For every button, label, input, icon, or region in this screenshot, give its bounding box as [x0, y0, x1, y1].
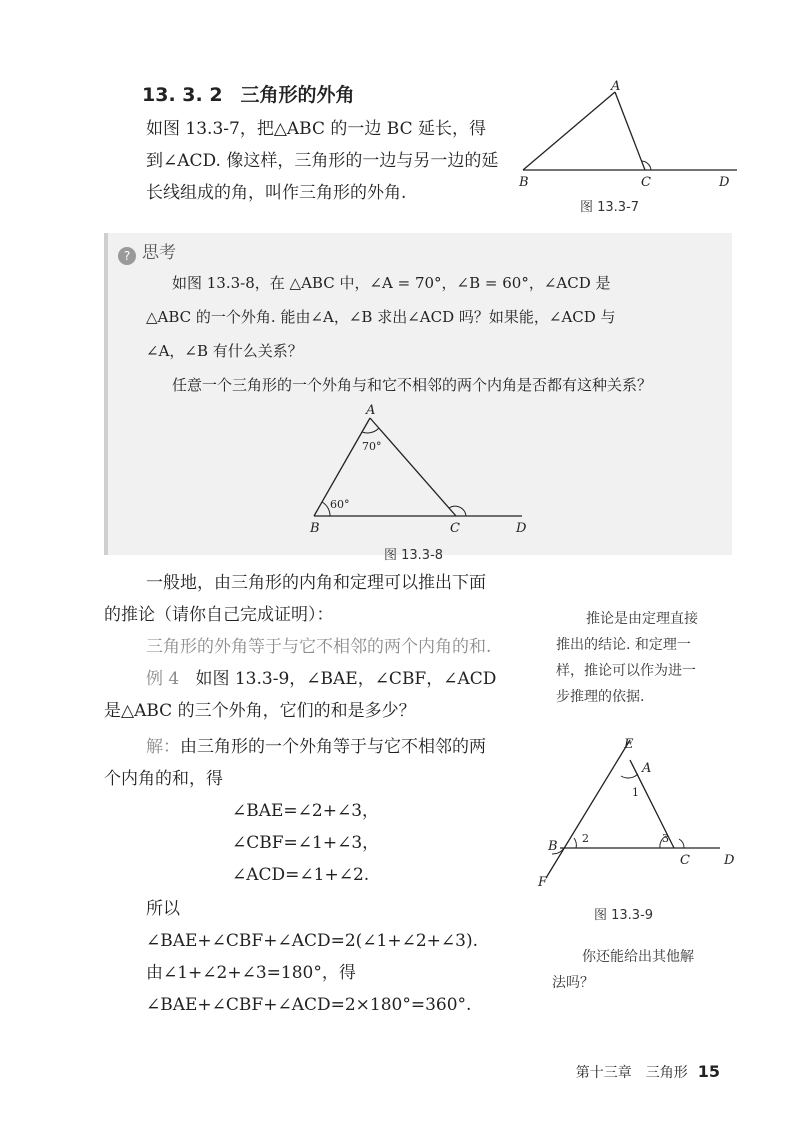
lightbulb-icon: ?: [118, 247, 136, 265]
fig3-label-b: B: [548, 839, 558, 854]
equation-3: ∠ACD=∠1+∠2.: [232, 865, 370, 885]
side-note-1-line-3: 样，推论可以作为进一: [556, 663, 696, 679]
fig1-side-ac: [615, 92, 645, 170]
fig2-label-c: C: [450, 521, 460, 536]
fig3-label-a: A: [642, 761, 652, 776]
side-note-1-line-4: 步推理的依据.: [556, 689, 645, 705]
fig3-angle-1-arc: [621, 774, 638, 778]
example-line-1: [146, 668, 496, 690]
figure-13-3-7: [515, 80, 745, 190]
fig2-label-d: D: [516, 521, 527, 536]
fig3-label-e: E: [624, 737, 634, 752]
corollary-line-2: 的推论（请你自己完成证明）：: [104, 605, 334, 625]
fig2-angle-a-value: 70°: [362, 440, 382, 453]
figure-13-3-9: [530, 730, 750, 890]
solution-line-1: [146, 736, 486, 758]
side-note-2: [552, 944, 732, 996]
fig1-caption: 图 13.3-7: [580, 200, 640, 215]
think-line-2: △ABC 的一个外角. 能由∠A，∠B 求出∠ACD 吗？如果能，∠ACD 与: [146, 308, 616, 326]
fig3-label-1: 1: [632, 786, 639, 799]
side-note-2-line-2: 法吗？: [552, 975, 594, 991]
solution-so: 所以: [146, 899, 180, 919]
page-number: 15: [697, 1062, 720, 1081]
fig1-side-ab: [523, 92, 615, 170]
fig1-label-d: D: [719, 175, 730, 190]
think-heading: [118, 238, 176, 265]
fig2-side-ac: [370, 418, 456, 516]
fig2-label-a: A: [366, 403, 376, 418]
section-title: 三角形的外角: [240, 84, 355, 106]
solution-given: 由∠1+∠2+∠3=180°，得: [146, 963, 356, 983]
footer-chapter: 第十三章 三角形: [575, 1065, 688, 1081]
example-label: 例 4: [146, 669, 180, 689]
think-heading-text: 思考: [142, 243, 176, 263]
side-note-1: [556, 606, 726, 710]
solution-label: 解：: [146, 737, 180, 757]
side-note-1-line-2: 推出的结论. 和定理一: [556, 637, 691, 653]
equation-1: ∠BAE=∠2+∠3，: [232, 801, 380, 821]
fig1-label-a: A: [611, 80, 621, 94]
equation-2: ∠CBF=∠1+∠3，: [232, 833, 380, 853]
fig2-label-b: B: [310, 521, 320, 536]
fig3-label-d: D: [724, 853, 735, 868]
section-heading: [142, 80, 355, 107]
solution-text-1: 由三角形的一个外角等于与它不相邻的两: [180, 737, 486, 757]
example-text-1: 如图 13.3-9，∠BAE，∠CBF，∠ACD: [195, 669, 497, 689]
fig1-label-b: B: [519, 175, 529, 190]
section-number: 13. 3. 2: [142, 84, 223, 106]
fig2-caption: 图 13.3-8: [384, 548, 444, 563]
fig3-label-c: C: [680, 853, 690, 868]
solution-sum-2: ∠BAE+∠CBF+∠ACD=2×180°=360°.: [146, 995, 472, 1015]
fig3-label-2: 2: [582, 832, 589, 845]
fig1-label-c: C: [641, 175, 651, 190]
think-line-1: 如图 13.3-8，在 △ABC 中，∠A = 70°，∠B = 60°，∠ACD 是: [172, 274, 611, 292]
fig3-label-3: 3: [662, 832, 669, 845]
fig3-line-ef: [546, 740, 630, 878]
fig3-label-f: F: [538, 875, 548, 890]
page-footer: [576, 1062, 720, 1082]
think-line-4: 任意一个三角形的一个外角与和它不相邻的两个内角是否都有这种关系？: [172, 376, 653, 394]
side-note-1-line-1: 推论是由定理直接: [586, 611, 698, 627]
fig2-angle-b-value: 60°: [330, 498, 350, 511]
fig3-caption: 图 13.3-9: [594, 908, 654, 923]
intro-line-3: 长线组成的角，叫作三角形的外角.: [146, 183, 407, 203]
intro-line-1: 如图 13.3-7，把△ABC 的一边 BC 延长，得: [146, 119, 487, 139]
fig3-angle-acd-arc: [679, 839, 684, 848]
fig3-angle-2-arc: [574, 838, 576, 848]
think-line-3: ∠A，∠B 有什么关系？: [146, 342, 303, 360]
intro-line-2: 到∠ACD. 像这样，三角形的一边与另一边的延: [146, 151, 499, 171]
example-line-2: 是△ABC 的三个外角，它们的和是多少？: [104, 701, 416, 721]
corollary-statement: 三角形的外角等于与它不相邻的两个内角的和.: [146, 637, 492, 657]
corollary-line-1: 一般地，由三角形的内角和定理可以推出下面: [146, 573, 486, 593]
solution-sum-1: ∠BAE+∠CBF+∠ACD=2(∠1+∠2+∠3).: [146, 931, 479, 951]
side-note-2-line-1: 你还能给出其他解: [582, 949, 694, 965]
solution-line-2: 个内角的和，得: [104, 769, 223, 789]
fig2-angle-b-arc: [322, 502, 330, 516]
figure-13-3-8: [300, 400, 540, 540]
